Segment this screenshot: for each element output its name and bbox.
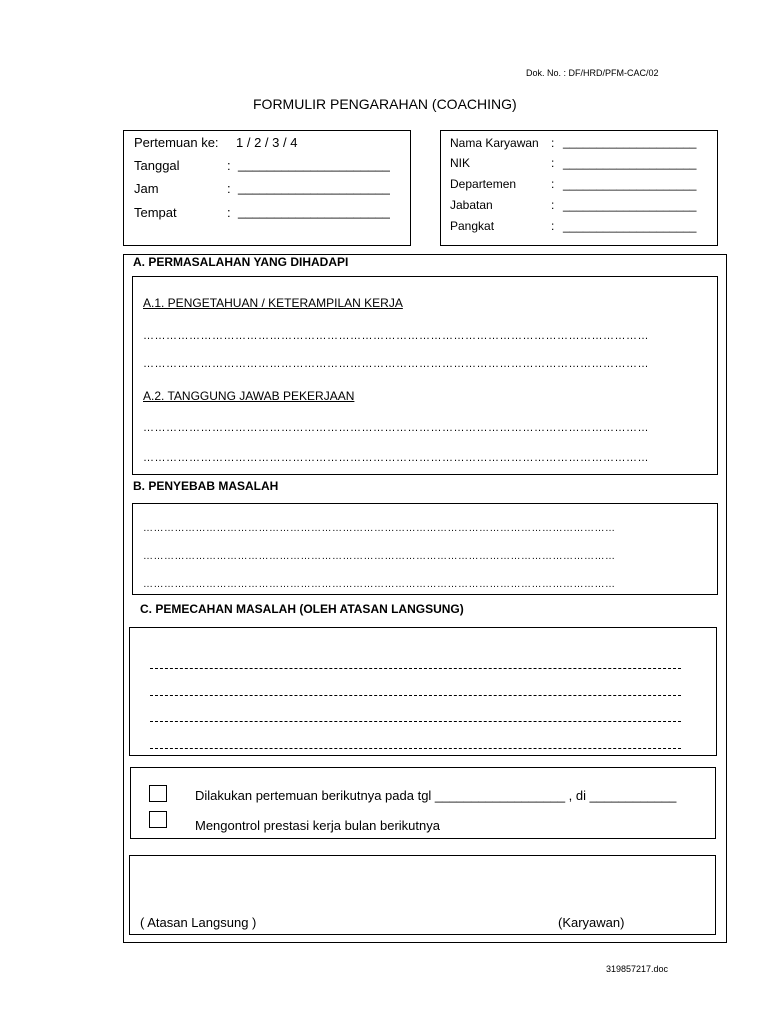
pertemuan-value: 1 / 2 / 3 / 4 — [236, 135, 298, 150]
monitor-performance-checkbox[interactable] — [149, 811, 167, 828]
tanggal-label: Tanggal — [134, 158, 180, 173]
monitor-performance-label: Mengontrol prestasi kerja bulan berikutnya — [195, 818, 440, 833]
b-dotted-line-2: ……………………………………………………………………………………………………………………… — [143, 552, 616, 562]
nama-field: ____________________ — [563, 135, 697, 149]
next-meeting-checkbox[interactable] — [149, 785, 167, 802]
c-dashed-line-1 — [150, 668, 681, 669]
tanggal-field: _____________________ — [238, 157, 390, 172]
a1-dotted-line-1: …………………………………………………………………………………………………………………… — [143, 331, 649, 342]
a1-title: A.1. PENGETAHUAN / KETERAMPILAN KERJA — [143, 296, 403, 310]
jabatan-label: Jabatan — [450, 198, 493, 212]
a2-dotted-line-2: …………………………………………………………………………………………………………………… — [143, 453, 649, 464]
departemen-colon: : — [551, 177, 555, 191]
nama-colon: : — [551, 136, 555, 150]
section-c-box — [129, 627, 717, 756]
section-a-title: A. PERMASALAHAN YANG DIHADAPI — [133, 255, 349, 269]
departemen-label: Departemen — [450, 177, 517, 191]
pangkat-field: ____________________ — [563, 219, 697, 233]
a1-dotted-line-2: …………………………………………………………………………………………………………………… — [143, 359, 649, 370]
supervisor-signature-label: ( Atasan Langsung ) — [140, 915, 257, 930]
departemen-field: ____________________ — [563, 177, 697, 191]
nik-colon: : — [551, 156, 555, 170]
tempat-label: Tempat — [134, 205, 177, 220]
form-title: FORMULIR PENGARAHAN (COACHING) — [253, 96, 517, 112]
nik-field: ____________________ — [563, 156, 697, 170]
tempat-field: _____________________ — [238, 204, 390, 219]
jam-colon: : — [227, 181, 231, 196]
pangkat-colon: : — [551, 219, 555, 233]
jabatan-colon: : — [551, 198, 555, 212]
jam-field: _____________________ — [238, 180, 390, 195]
a2-dotted-line-1: …………………………………………………………………………………………………………………… — [143, 423, 649, 434]
employee-signature-label: (Karyawan) — [558, 915, 625, 930]
pertemuan-label: Pertemuan ke: — [134, 135, 219, 150]
jabatan-field: ____________________ — [563, 198, 697, 212]
document-number: Dok. No. : DF/HRD/PFM-CAC/02 — [526, 68, 659, 78]
c-dashed-line-2 — [150, 695, 681, 696]
c-dashed-line-4 — [150, 748, 681, 749]
tanggal-colon: : — [227, 158, 231, 173]
section-c-title: C. PEMECAHAN MASALAH (OLEH ATASAN LANGSUNG) — [140, 602, 464, 616]
c-dashed-line-3 — [150, 721, 681, 722]
jam-label: Jam — [134, 181, 159, 196]
b-dotted-line-3: ……………………………………………………………………………………………………………………… — [143, 580, 616, 590]
nik-label: NIK — [450, 156, 471, 170]
footer-doc-code: 319857217.doc — [606, 964, 669, 974]
tempat-colon: : — [227, 205, 231, 220]
nama-label: Nama Karyawan — [450, 136, 539, 150]
section-b-title: B. PENYEBAB MASALAH — [133, 479, 279, 493]
pangkat-label: Pangkat — [450, 219, 495, 233]
a2-title: A.2. TANGGUNG JAWAB PEKERJAAN — [143, 389, 355, 403]
next-meeting-label: Dilakukan pertemuan berikutnya pada tgl __________________ , di ____________ — [195, 788, 677, 803]
b-dotted-line-1: ……………………………………………………………………………………………………………………… — [143, 524, 616, 534]
